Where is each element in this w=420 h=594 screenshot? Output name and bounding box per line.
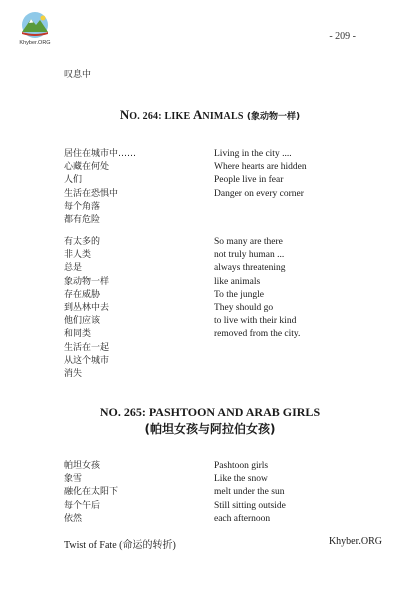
title-line1: NO. 265: PASHTOON AND ARAB GIRLS <box>99 405 321 419</box>
verse-line: Like the snow <box>214 474 268 485</box>
verse-line: 非人类 <box>64 250 92 261</box>
verse-line: 依然 <box>64 513 83 524</box>
verse-line: 从这个城市 <box>64 355 110 366</box>
verse-line: 生活在恐惧中 <box>64 188 119 199</box>
verse-line: 居住在城市中…… <box>64 149 137 159</box>
verse-line: To the jungle <box>214 289 264 300</box>
verse-line: 象动物一样 <box>64 276 110 287</box>
page-number: - 209 - <box>329 31 356 42</box>
verse-line: 消失 <box>64 369 83 380</box>
verse-line: 都有危险 <box>64 215 101 226</box>
poem-265-stanza-en <box>214 460 286 526</box>
verse-line: not truly human ... <box>214 250 285 261</box>
verse-line: 他们应该 <box>64 316 101 327</box>
verse-line: So many are there <box>214 237 283 247</box>
poem-265-stanza-zh <box>64 460 118 526</box>
verse-line: melt under the sun <box>214 487 285 498</box>
footer-site: Khyber.ORG <box>328 536 382 547</box>
verse-line: 每个午后 <box>64 500 101 511</box>
poem-265-title <box>64 404 356 438</box>
verse-line: 象雪 <box>64 474 83 485</box>
title-zh: (帕坦女孩与阿拉伯女孩) <box>144 422 276 436</box>
verse-line: Living in the city .... <box>214 149 292 159</box>
poem-264-title <box>64 106 356 126</box>
intro-line: 叹息中 <box>64 70 92 80</box>
verse-line: They should go <box>214 303 274 314</box>
poem-264-stanza2-en <box>214 236 300 342</box>
verse-line: always threatening <box>214 263 286 274</box>
title-word1: IKE <box>171 111 194 122</box>
verse-line: 到丛林中去 <box>64 303 110 314</box>
verse-line: Danger on every corner <box>214 188 304 199</box>
khyber-logo <box>13 10 57 50</box>
verse-line: 总是 <box>64 263 83 274</box>
verse-line: People live in fear <box>214 175 284 186</box>
logo-text: Khyber.ORG <box>19 40 51 46</box>
verse-line: 融化在太阳下 <box>64 487 119 498</box>
verse-line: each afternoon <box>214 513 271 524</box>
footer-book-title: Twist of Fate (命运的转折) <box>64 540 176 551</box>
poem-264-stanza2-zh <box>64 236 109 381</box>
verse-line: Still sitting outside <box>214 500 286 511</box>
title-n: N <box>119 107 130 122</box>
title-zh: (象动物一样) <box>246 112 301 122</box>
verse-line: 帕坦女孩 <box>64 461 101 471</box>
verse-line: to live with their kind <box>214 316 297 327</box>
verse-line: Pashtoon girls <box>214 461 269 471</box>
verse-line: 存在威胁 <box>64 289 101 300</box>
verse-line: 和同类 <box>64 329 92 340</box>
title-number: O. 264: L <box>129 111 172 122</box>
poem-264-stanza1-en <box>214 148 307 201</box>
verse-line: Where hearts are hidden <box>214 162 307 173</box>
poem-264-stanza1-zh <box>64 148 136 227</box>
title-word2: NIMALS <box>202 111 244 122</box>
verse-line: 心藏在何处 <box>64 162 110 173</box>
verse-line: removed from the city. <box>214 329 301 340</box>
verse-line: 人们 <box>64 175 83 186</box>
verse-line: 每个角落 <box>64 201 101 212</box>
title-word2-cap: A <box>193 107 203 122</box>
mountain-logo-icon <box>13 10 57 40</box>
verse-line: like animals <box>214 276 261 287</box>
verse-line: 有太多的 <box>64 237 101 247</box>
verse-line: 生活在一起 <box>64 342 110 353</box>
